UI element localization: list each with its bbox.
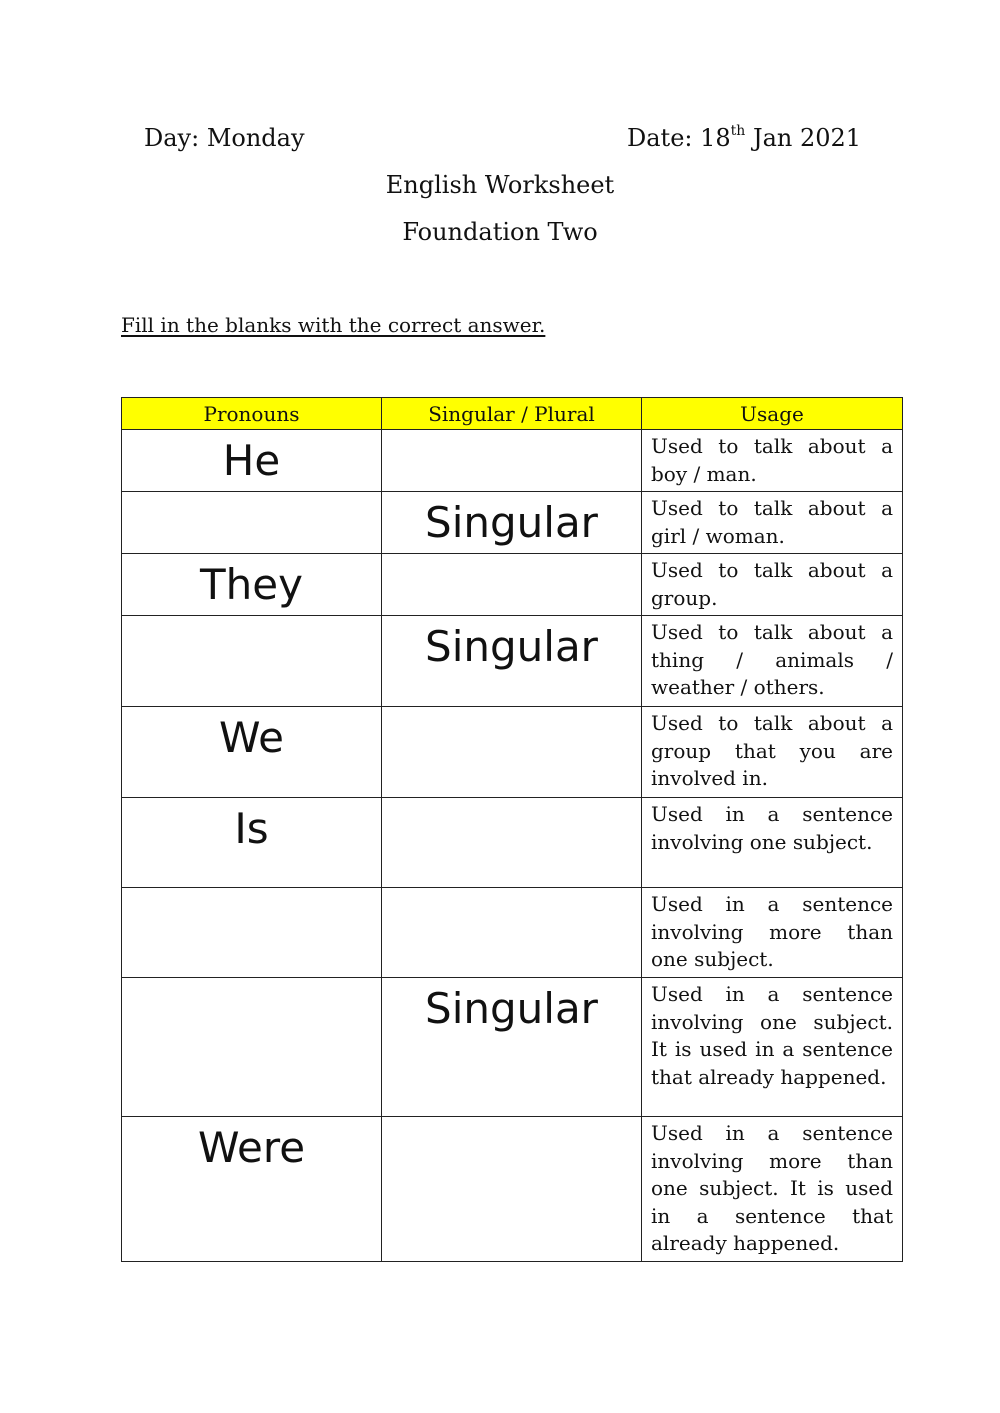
- date-suffix: Jan 2021: [745, 124, 862, 152]
- instruction-text: Fill in the blanks with the correct answer.: [121, 313, 546, 337]
- number-cell[interactable]: Singular: [382, 492, 642, 554]
- number-cell[interactable]: [382, 1117, 642, 1262]
- date-label: [627, 124, 861, 152]
- usage-cell: Used to talk about a boy / man.: [642, 430, 903, 492]
- usage-cell: Used in a sentence involving one subject.: [642, 798, 903, 888]
- table-row: [122, 1117, 903, 1262]
- date-superscript: th: [730, 123, 746, 139]
- number-cell[interactable]: [382, 554, 642, 616]
- table-row: [122, 616, 903, 707]
- usage-cell: Used to talk about a group.: [642, 554, 903, 616]
- usage-cell: Used in a sentence involving more than one subject.: [642, 888, 903, 978]
- usage-cell: Used in a sentence involving more than one subject. It is used in a sentence that already happened.: [642, 1117, 903, 1262]
- table-header-row: [122, 398, 903, 430]
- pronoun-cell[interactable]: [122, 492, 382, 554]
- worksheet-subtitle: Foundation Two: [402, 218, 598, 246]
- table-row: [122, 707, 903, 798]
- usage-cell: Used to talk about a group that you are involved in.: [642, 707, 903, 798]
- number-cell[interactable]: Singular: [382, 978, 642, 1117]
- usage-cell: Used to talk about a thing / animals / weather / others.: [642, 616, 903, 707]
- table-row: [122, 888, 903, 978]
- number-cell[interactable]: [382, 888, 642, 978]
- header-pronouns: Pronouns: [122, 398, 382, 430]
- pronoun-cell[interactable]: He: [122, 430, 382, 492]
- table-row: [122, 430, 903, 492]
- pronoun-cell[interactable]: Is: [122, 798, 382, 888]
- header-usage: Usage: [642, 398, 903, 430]
- pronoun-cell[interactable]: Were: [122, 1117, 382, 1262]
- pronoun-table: [121, 397, 903, 1262]
- pronoun-cell[interactable]: They: [122, 554, 382, 616]
- pronoun-cell[interactable]: We: [122, 707, 382, 798]
- date-prefix: Date: 18: [627, 124, 731, 152]
- header-singular-plural: Singular / Plural: [382, 398, 642, 430]
- pronoun-cell[interactable]: [122, 888, 382, 978]
- usage-cell: Used to talk about a girl / woman.: [642, 492, 903, 554]
- table-row: [122, 798, 903, 888]
- number-cell[interactable]: [382, 430, 642, 492]
- pronoun-cell[interactable]: [122, 616, 382, 707]
- day-label: Day: Monday: [144, 124, 305, 152]
- table-row: [122, 492, 903, 554]
- number-cell[interactable]: Singular: [382, 616, 642, 707]
- pronoun-cell[interactable]: [122, 978, 382, 1117]
- worksheet-title: English Worksheet: [385, 171, 615, 199]
- number-cell[interactable]: [382, 798, 642, 888]
- table-row: [122, 554, 903, 616]
- table-row: [122, 978, 903, 1117]
- usage-cell: Used in a sentence involving one subject. It is used in a sentence that already happened.: [642, 978, 903, 1117]
- number-cell[interactable]: [382, 707, 642, 798]
